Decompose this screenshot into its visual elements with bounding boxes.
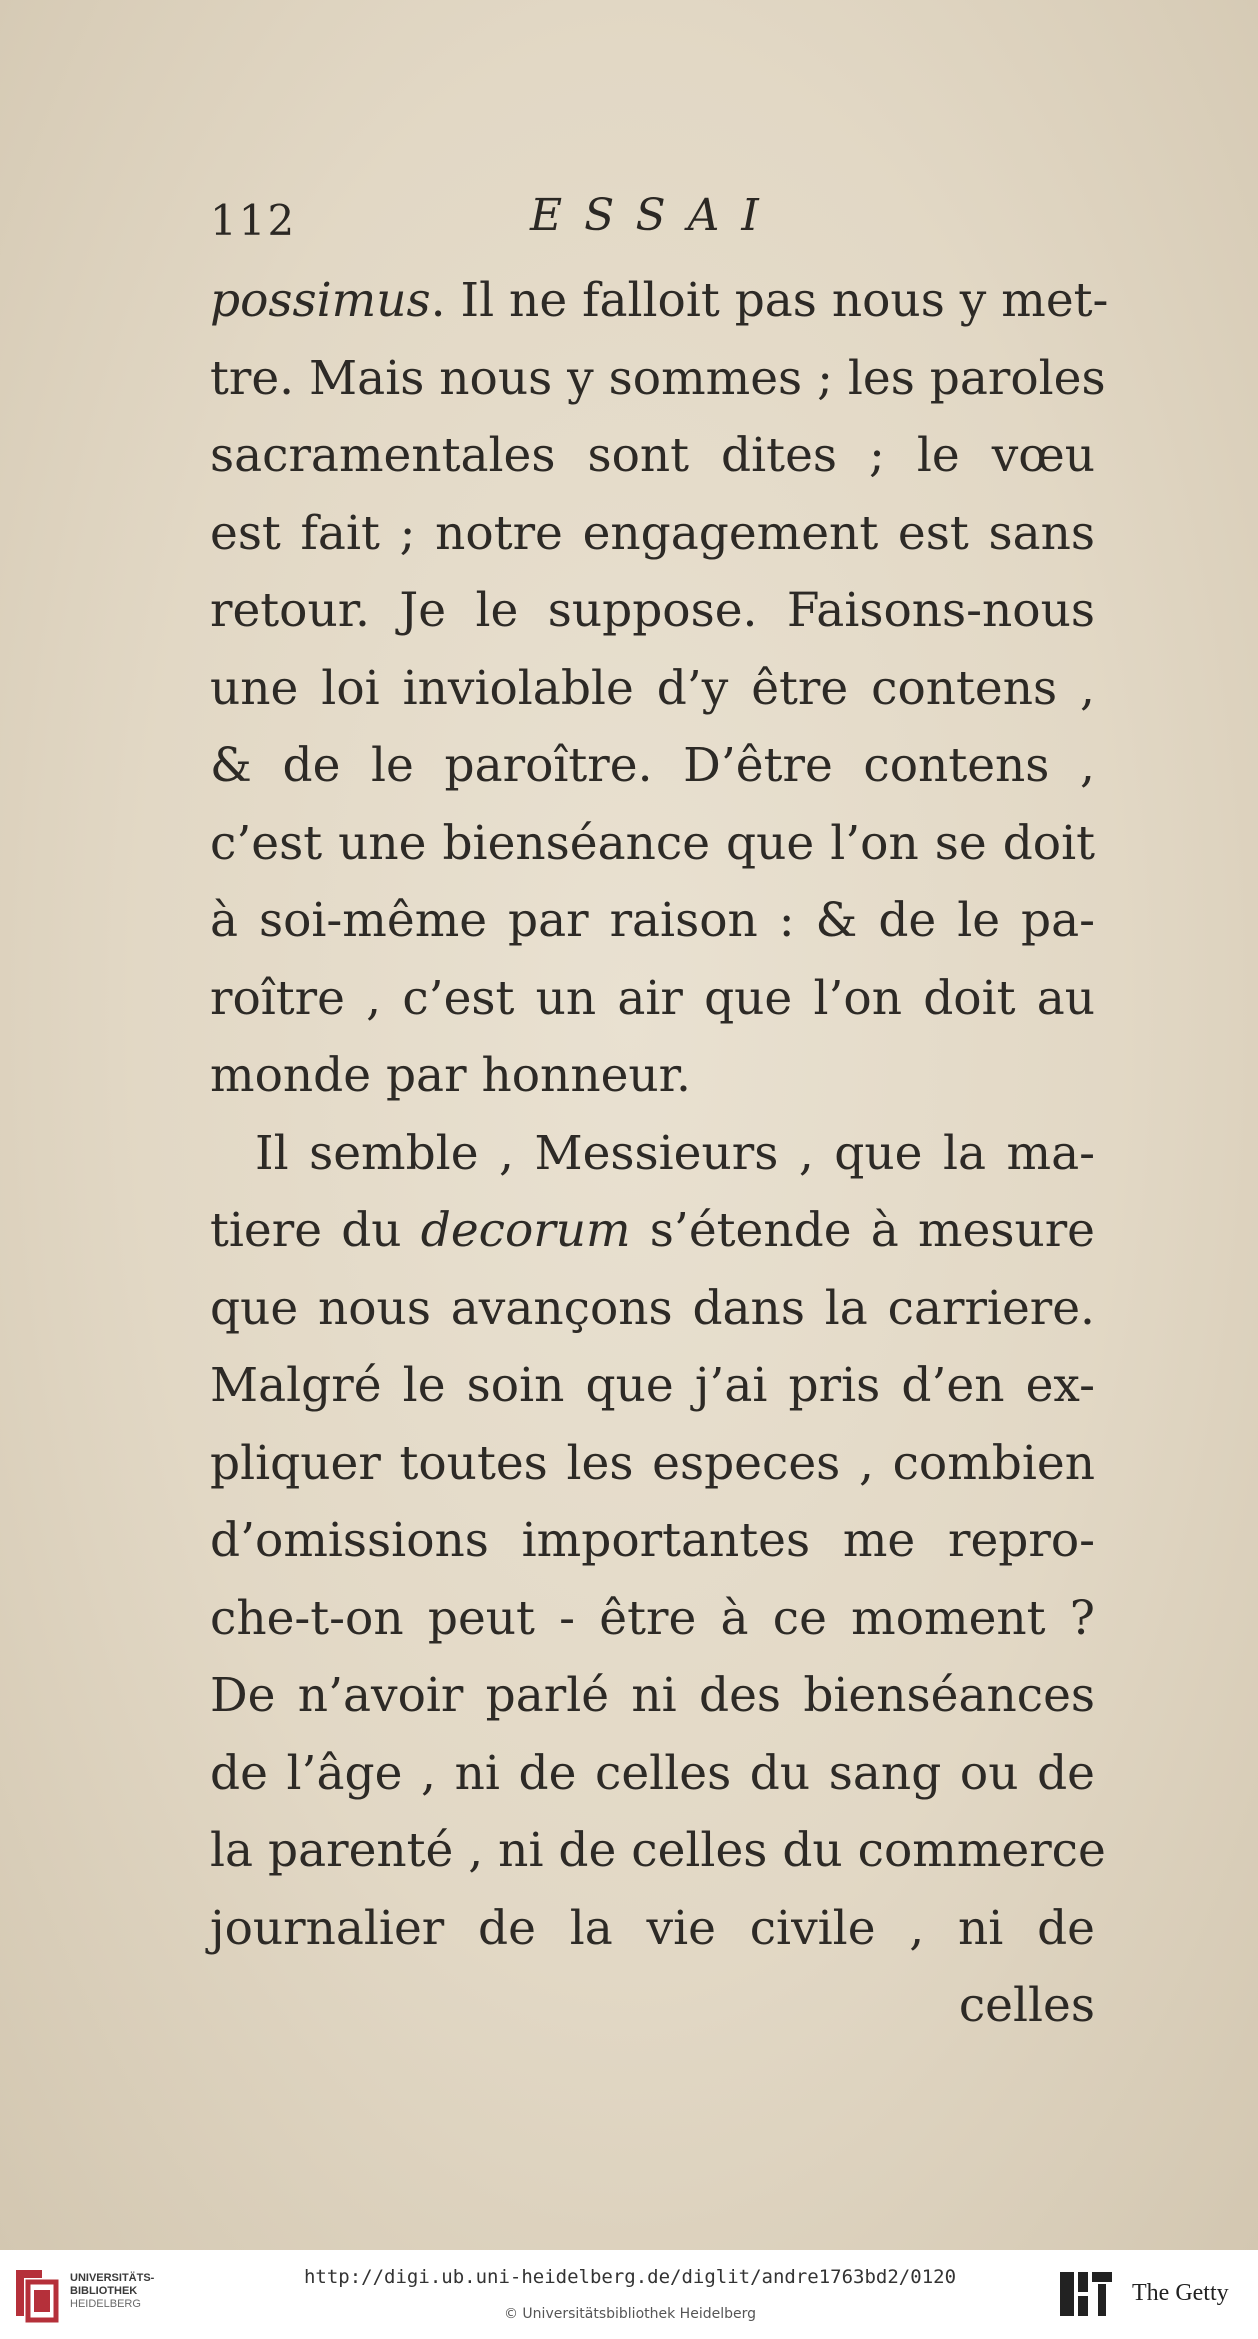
ub-logo-text [70, 2272, 154, 2311]
permalink-url[interactable]: http://digi.ub.uni-heidelberg.de/diglit/andre1763bd2/0120 [303, 2266, 957, 2288]
text-line: che-t-on peut - être à ce moment ? [210, 1590, 1095, 1646]
getty-icon [1056, 2270, 1118, 2320]
ub-heidelberg-logo[interactable] [12, 2264, 172, 2326]
ub-line-3: HEIDELBERG [70, 2298, 141, 2310]
getty-name: The Getty [1132, 2280, 1229, 2306]
ub-line-2: BIBLIOTHEK [70, 2285, 138, 2297]
text-line: Il semble , Messieurs , que la ma- [255, 1125, 1095, 1181]
ub-line-1: UNIVERSITÄTS- [70, 2272, 155, 2284]
text-line [210, 262, 1109, 340]
footer-bar [0, 2250, 1258, 2339]
text-line: journalier de la vie civile , ni de [210, 1900, 1095, 1956]
text-line: que nous avançons dans la carriere. [210, 1280, 1095, 1336]
text-line: retour. Je le suppose. Faisons-nous [210, 583, 1095, 638]
text-line: à soi-même par raison : & de le pa- [210, 893, 1095, 948]
page-number: 112 [210, 196, 297, 245]
text-line: d’omissions importantes me repro- [210, 1513, 1095, 1568]
text-line: De n’avoir parlé ni des bienséances [210, 1668, 1095, 1723]
text-line: est fait ; notre engagement est sans [210, 505, 1095, 561]
text-line: c’est une bienséance que l’on se doit [210, 815, 1095, 871]
text-line [210, 1192, 1095, 1270]
line-rest: . Il ne falloit pas nous y met- [430, 273, 1109, 328]
text-line: monde par honneur. [210, 1048, 691, 1103]
text-line: tre. Mais nous y sommes ; les paroles [210, 350, 1106, 406]
text-line: pliquer toutes les especes , combien [210, 1435, 1095, 1491]
italic-word: decorum [420, 1203, 631, 1258]
text-line: de l’âge , ni de celles du sang ou de [210, 1745, 1095, 1801]
copyright-notice: © Universitätsbibliothek Heidelberg [503, 2306, 756, 2322]
ub-logo-icon [12, 2264, 62, 2324]
line-part: s’étende à mesure [630, 1203, 1095, 1258]
text-line: une loi inviolable d’y être contens , [210, 660, 1095, 716]
italic-word: possimus [210, 273, 431, 328]
getty-logo[interactable] [1056, 2270, 1246, 2320]
body-text [210, 262, 1109, 2045]
running-head: ESSAI [530, 190, 781, 241]
text-line: roître , c’est un air que l’on doit au [210, 970, 1095, 1026]
page-header [210, 190, 1110, 260]
line-part: tiere du [210, 1203, 421, 1258]
text-line: & de le paroître. D’être contens , [210, 738, 1095, 793]
text-line: Malgré le soin que j’ai pris d’en ex- [210, 1358, 1095, 1413]
text-line: la parenté , ni de celles du commerce [210, 1823, 1106, 1878]
catchword: celles [958, 1978, 1095, 2033]
text-line: sacramentales sont dites ; le vœu [210, 428, 1095, 483]
